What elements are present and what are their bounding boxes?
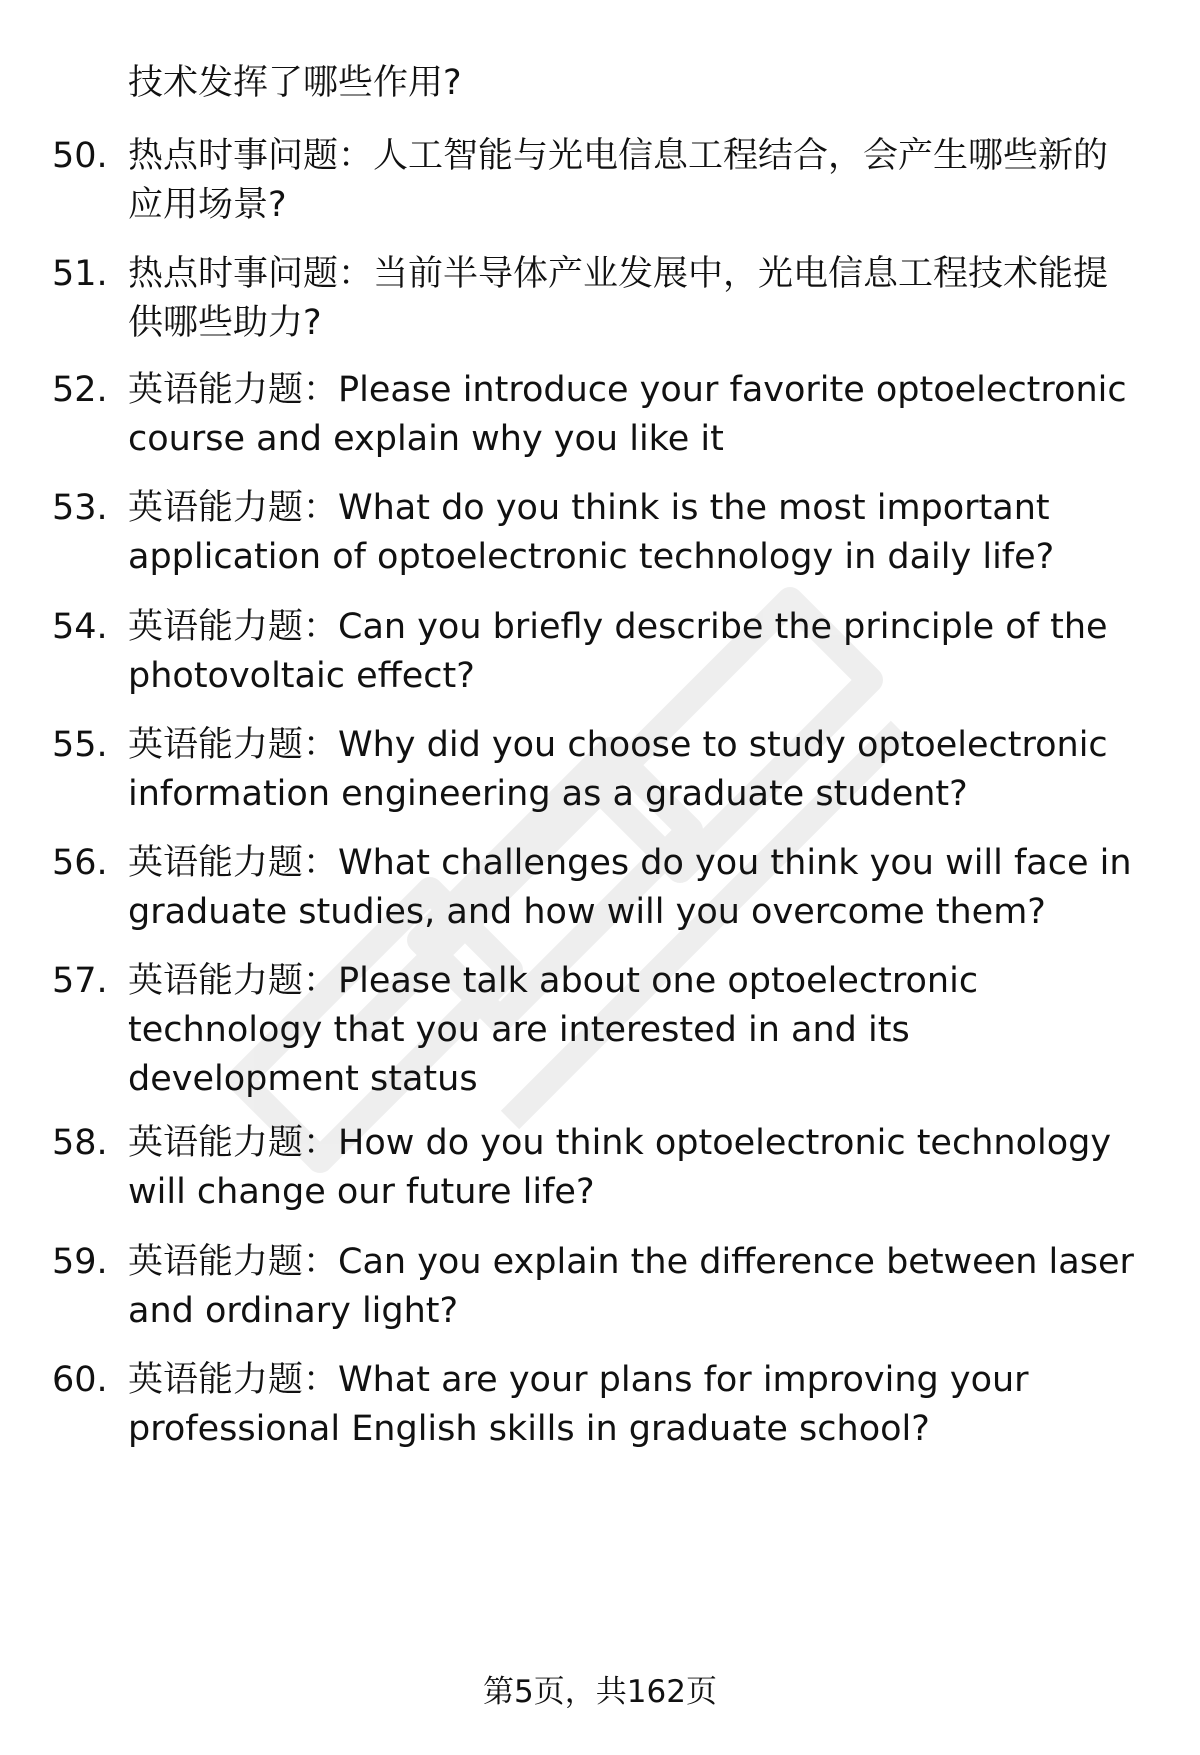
question-number: 51. (52, 254, 108, 294)
page-footer: 第5页，共162页 (483, 1674, 717, 1710)
question-text: 热点时事问题：当前半导体产业发展中，光电信息工程技术能提供哪些助力? (128, 254, 1109, 343)
continued-question-text: 技术发挥了哪些作用? (128, 63, 462, 103)
question-text: 英语能力题：How do you think optoelectronic technology will change our future life? (128, 1123, 1112, 1212)
question-number: 57. (52, 961, 108, 1001)
question-text: 英语能力题：Can you briefly describe the principle of the photovoltaic effect? (128, 607, 1108, 696)
question-number: 60. (52, 1360, 108, 1400)
question-text: 热点时事问题：人工智能与光电信息工程结合，会产生哪些新的应用场景? (128, 136, 1109, 225)
question-number: 54. (52, 607, 108, 647)
question-number: 53. (52, 488, 108, 528)
question-number: 59. (52, 1242, 108, 1282)
question-text: 英语能力题：Please introduce your favorite optoelectronic course and explain why you like it (128, 370, 1127, 459)
question-text: 英语能力题：What are your plans for improving your professional English skills in graduate school? (128, 1360, 1029, 1449)
question-text: 英语能力题：Can you explain the difference between laser and ordinary light? (128, 1242, 1134, 1331)
question-text: 英语能力题：Why did you choose to study optoelectronic information engineering as a graduate student? (128, 725, 1108, 814)
question-number: 56. (52, 843, 108, 883)
question-text: 英语能力题：What do you think is the most important application of optoelectronic technology in daily life? (128, 488, 1055, 577)
question-number: 52. (52, 370, 108, 410)
question-number: 55. (52, 725, 108, 765)
question-text: 英语能力题：Please talk about one optoelectronic technology that you are interested in and its development status (128, 961, 979, 1099)
question-text: 英语能力题：What challenges do you think you will face in graduate studies, and how will you overcome them? (128, 843, 1132, 932)
question-number: 50. (52, 136, 108, 176)
question-number: 58. (52, 1123, 108, 1163)
